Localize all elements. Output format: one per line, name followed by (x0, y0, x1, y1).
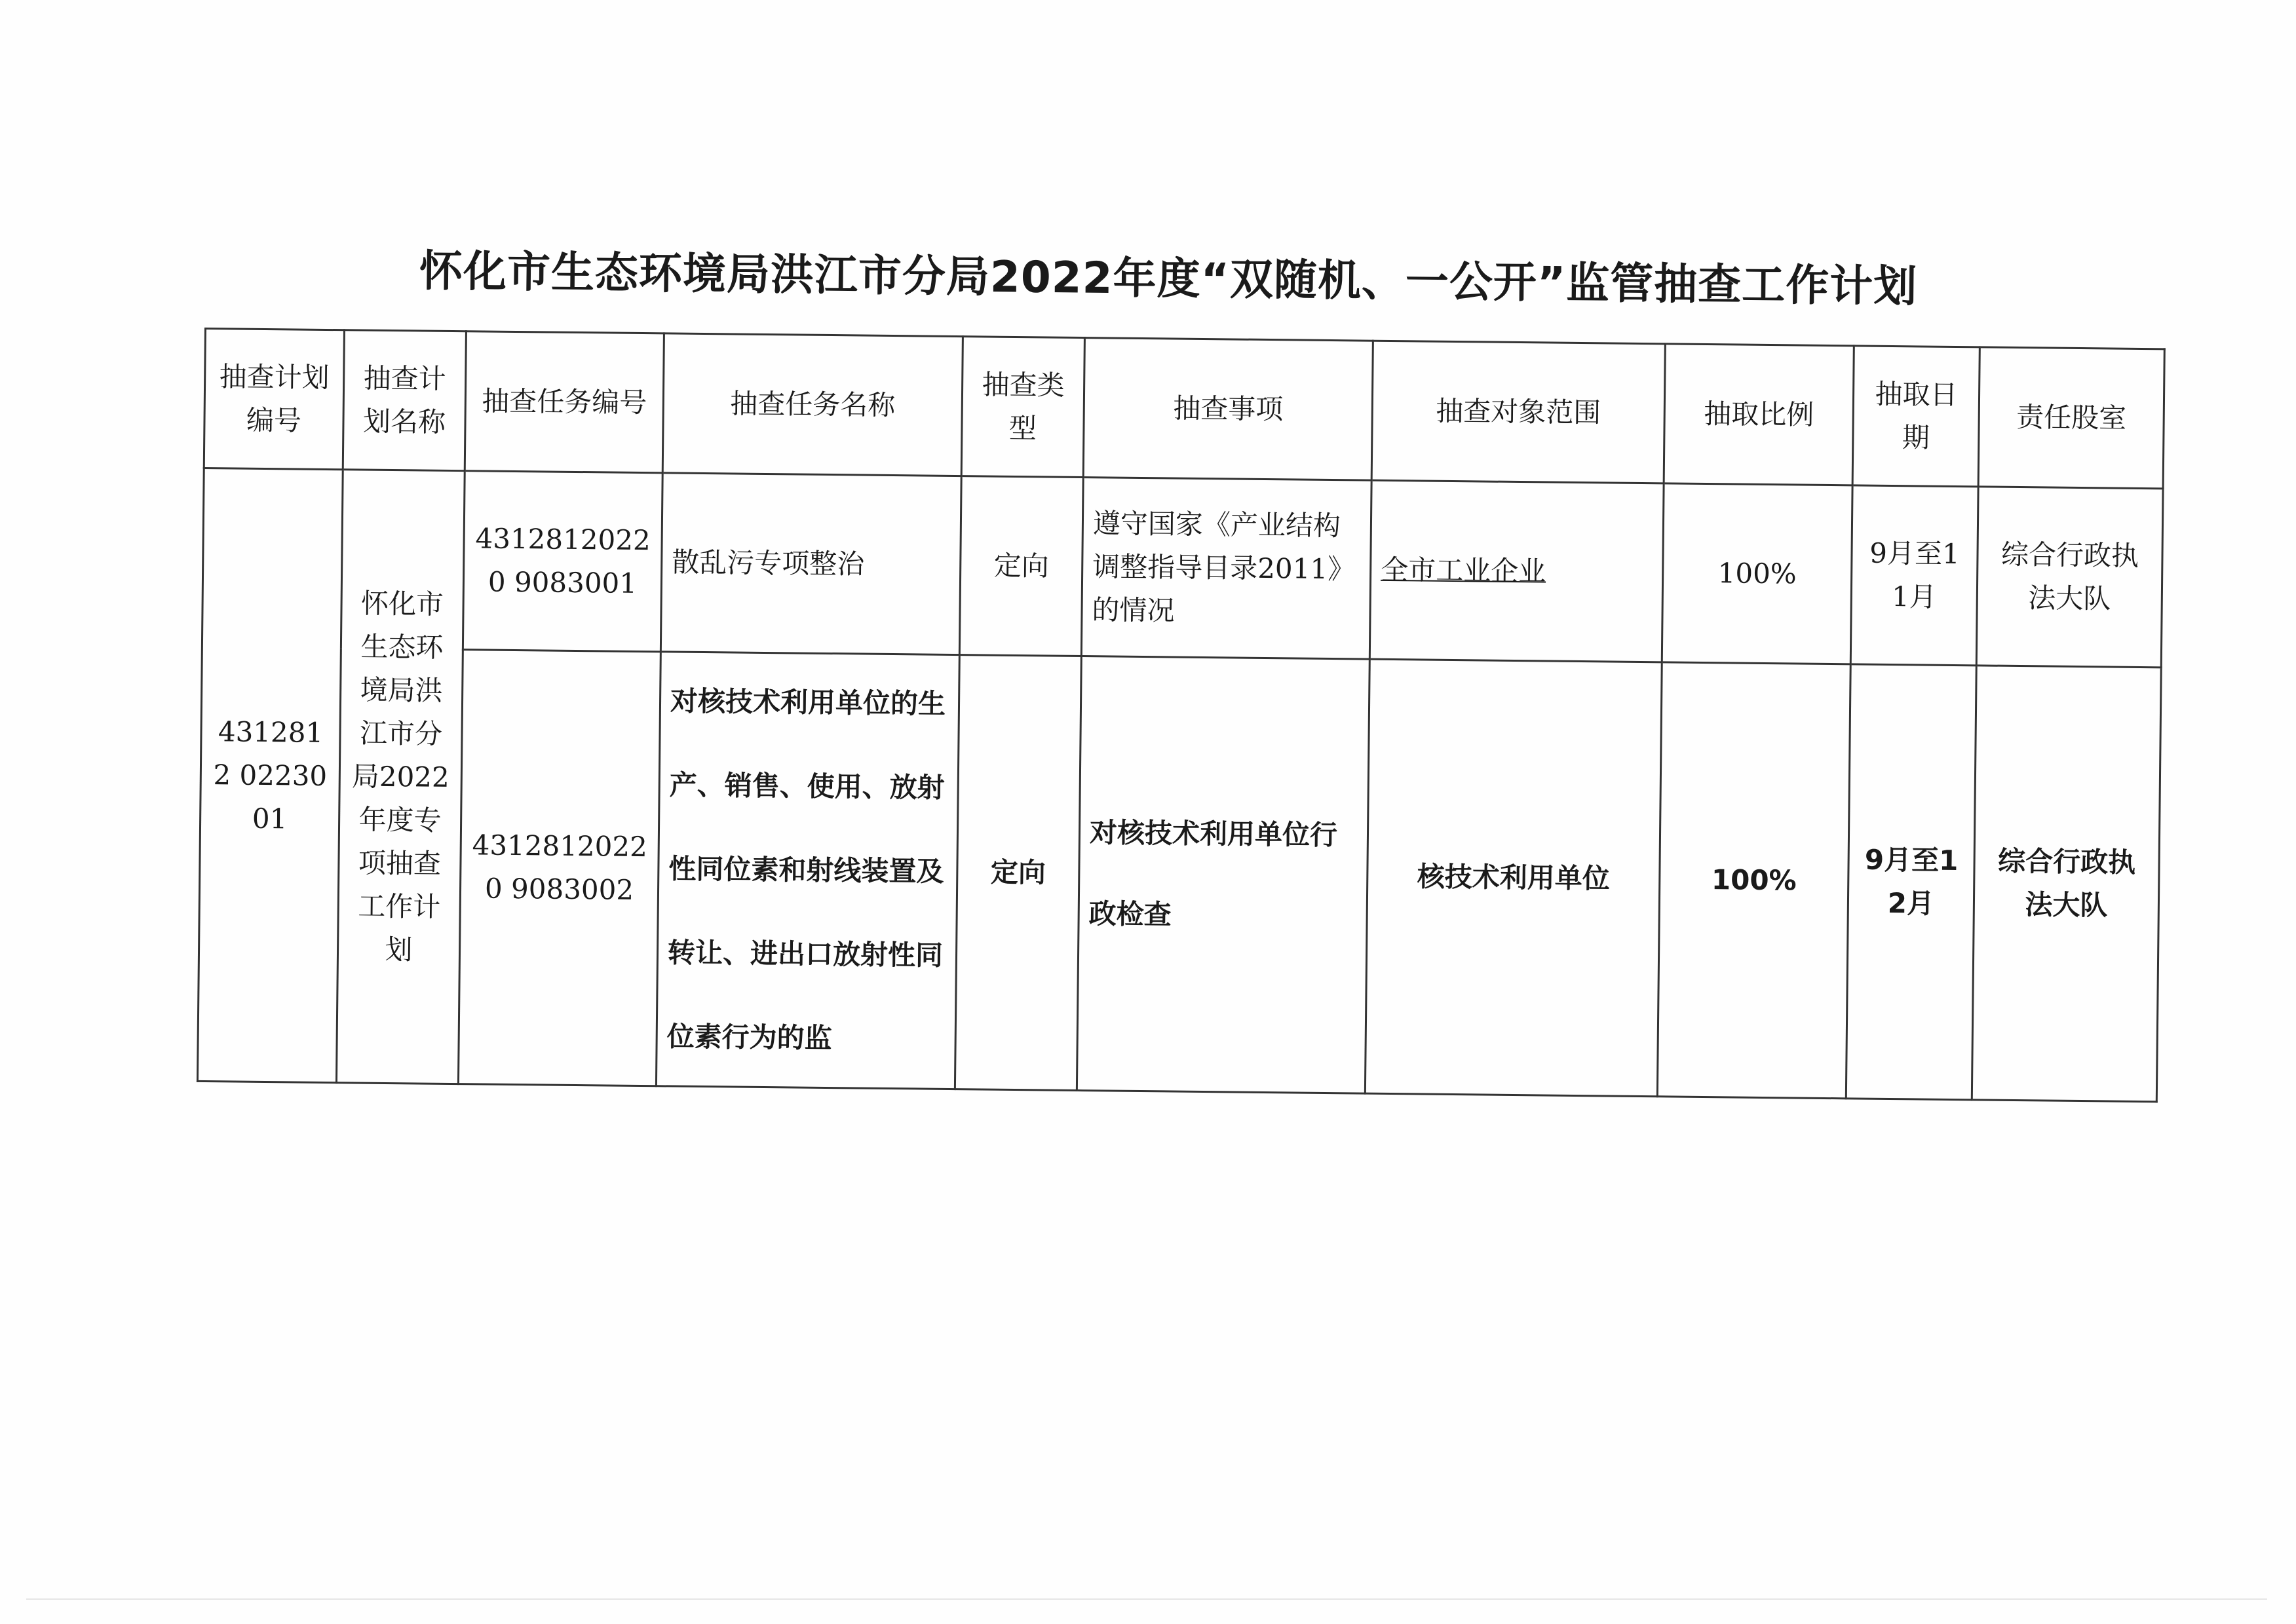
table-row (197, 647, 2161, 1101)
matter-cell: 遵守国家《产业结构调整指导目录2011》的情况 (1081, 478, 1371, 660)
header-dept: 责任股室 (1978, 347, 2164, 489)
plan-id-cell: 4312812 0223001 (197, 468, 343, 1083)
ratio-cell: 100% (1662, 483, 1852, 664)
header-row (204, 329, 2164, 489)
dept-cell: 综合行政执法大队 (1972, 666, 2161, 1102)
plan-name-cell: 怀化市生态环境局洪江市分局2022年度专项抽查工作计划 (336, 470, 465, 1084)
scope-cell (1369, 480, 1664, 662)
type-cell: 定向 (955, 655, 1081, 1091)
matter-cell: 对核技术利用单位行政检查 (1077, 656, 1369, 1094)
table-row (202, 468, 2163, 668)
task-id-cell: 43128120220 9083001 (463, 471, 662, 652)
dept-cell: 综合行政执法大队 (1976, 487, 2163, 668)
header-task-id: 抽查任务编号 (465, 331, 664, 473)
document-title: 怀化市生态环境局洪江市分局2022年度“双随机、一公开”监管抽查工作计划 (419, 246, 1918, 312)
scope-cell: 核技术利用单位 (1365, 659, 1662, 1097)
scope-text: 全市工业企业 (1380, 553, 1546, 588)
header-type: 抽查类型 (961, 337, 1084, 478)
header-scope: 抽查对象范围 (1371, 341, 1665, 483)
header-task-name: 抽查任务名称 (662, 333, 963, 476)
date-cell: 9月至11月 (1850, 485, 1978, 666)
task-name-cell: 对核技术利用单位的生产、销售、使用、放射性同位素和射线装置及转让、进出口放射性同位素行为的监 (656, 652, 959, 1089)
plan-table-wrapper (197, 328, 2166, 1103)
plan-table (197, 328, 2166, 1103)
type-cell: 定向 (959, 476, 1083, 656)
header-matter: 抽查事项 (1083, 338, 1373, 481)
ratio-cell: 100% (1657, 662, 1850, 1099)
header-plan-id: 抽查计划编号 (204, 329, 344, 470)
date-cell: 9月至12月 (1846, 664, 1976, 1100)
task-id-cell: 43128120220 9083002 (458, 650, 660, 1086)
task-name-cell: 散乱污专项整治 (660, 473, 961, 655)
header-date: 抽取日期 (1852, 346, 1980, 487)
header-ratio: 抽取比例 (1664, 344, 1854, 485)
header-plan-name: 抽查计划名称 (343, 330, 466, 471)
scan-edge-line (26, 1598, 2267, 1600)
